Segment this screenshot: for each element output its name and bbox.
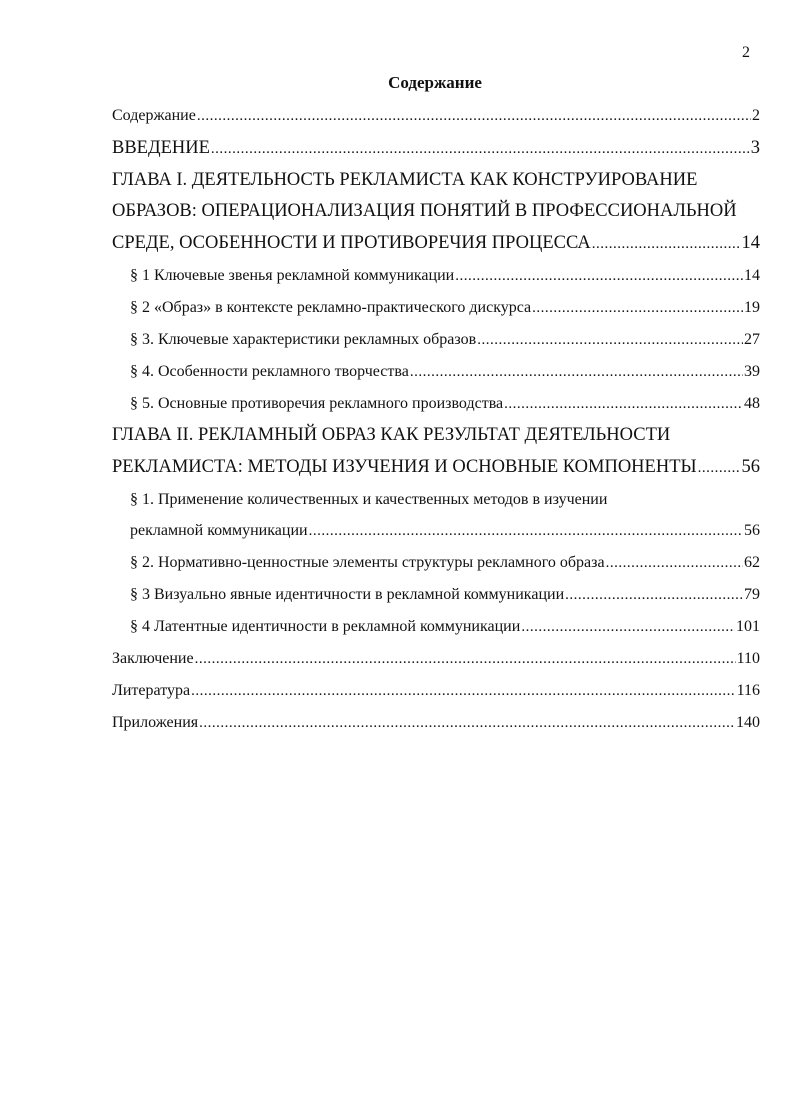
- toc-entry-label: § 3 Визуально явные идентичности в рекламной коммуникации: [130, 586, 565, 603]
- toc-entry-line: ГЛАВА I. ДЕЯТЕЛЬНОСТЬ РЕКЛАМИСТА КАК КОНСТРУИРОВАНИЕ: [112, 170, 698, 190]
- toc-entry-section-1-5[interactable]: [112, 388, 760, 420]
- toc-entry-label: рекламной коммуникации: [130, 522, 308, 539]
- toc-entry-introduction[interactable]: [112, 132, 760, 165]
- dot-leader: [197, 101, 751, 132]
- toc-entry-page: 48: [744, 395, 760, 412]
- dot-leader: [191, 676, 736, 707]
- toc-entry-page: 56: [744, 522, 760, 539]
- toc-entry-label: Литература: [112, 682, 191, 699]
- toc-entry-section-2-2[interactable]: [112, 547, 760, 579]
- toc-entry-label: ВВЕДЕНИЕ: [112, 138, 210, 158]
- dot-leader: [592, 228, 741, 260]
- toc-entry-section-2-3[interactable]: [112, 579, 760, 611]
- toc-entry-page: 110: [736, 650, 760, 667]
- toc-entry-chapter-1[interactable]: [112, 165, 760, 260]
- toc-entry-label: СРЕДЕ, ОСОБЕННОСТИ И ПРОТИВОРЕЧИЯ ПРОЦЕССА: [112, 233, 591, 253]
- toc-entry-chapter-2[interactable]: [112, 420, 760, 484]
- dot-leader: [504, 389, 743, 420]
- dot-leader: [455, 261, 743, 292]
- toc-entry-page: 101: [736, 618, 760, 635]
- dot-leader: [698, 452, 741, 484]
- toc-title: Содержание: [388, 73, 482, 92]
- toc-entry-label: § 1 Ключевые звенья рекламной коммуникации: [130, 267, 455, 284]
- dot-leader: [606, 548, 743, 579]
- toc-entry-section-2-4[interactable]: [112, 611, 760, 643]
- dot-leader: [410, 357, 743, 388]
- toc-entry-label: Содержание: [112, 107, 196, 124]
- dot-leader: [199, 708, 735, 739]
- toc-entry-label: § 3. Ключевые характеристики рекламных образов: [130, 331, 477, 348]
- dot-leader: [521, 612, 735, 643]
- dot-leader: [309, 516, 743, 547]
- toc-entry-label: § 4 Латентные идентичности в рекламной коммуникации: [130, 618, 521, 635]
- toc-entry-label: § 4. Особенности рекламного творчества: [130, 363, 409, 380]
- toc-entry-page: 39: [744, 363, 760, 380]
- toc-entry-section-1-2[interactable]: [112, 292, 760, 324]
- dot-leader: [532, 293, 743, 324]
- toc-entry-label: РЕКЛАМИСТА: МЕТОДЫ ИЗУЧЕНИЯ И ОСНОВНЫЕ КОМПОНЕНТЫ: [112, 457, 697, 477]
- toc-entry-section-1-4[interactable]: [112, 356, 760, 388]
- toc-entry-label: § 5. Основные противоречия рекламного производства: [130, 395, 504, 412]
- dot-leader: [565, 580, 743, 611]
- page-number: 2: [742, 44, 750, 61]
- toc-entry-page: 3: [750, 138, 760, 158]
- toc-entry-label: Заключение: [112, 650, 194, 667]
- toc-entry-appendices[interactable]: [112, 707, 760, 739]
- table-of-contents: [112, 100, 760, 739]
- toc-entry-label: § 2 «Образ» в контексте рекламно-практического дискурса: [130, 299, 532, 316]
- toc-entry-page: 14: [741, 233, 760, 253]
- toc-entry-line: ОБРАЗОВ: ОПЕРАЦИОНАЛИЗАЦИЯ ПОНЯТИЙ В ПРОФЕССИОНАЛЬНОЙ: [112, 201, 737, 221]
- toc-entry-line: ГЛАВА II. РЕКЛАМНЫЙ ОБРАЗ КАК РЕЗУЛЬТАТ ДЕЯТЕЛЬНОСТИ: [112, 425, 671, 445]
- toc-entry-section-2-1[interactable]: [112, 484, 760, 547]
- toc-entry-section-1-1[interactable]: [112, 260, 760, 292]
- toc-entry-conclusion[interactable]: [112, 643, 760, 675]
- toc-entry-page: 2: [752, 107, 760, 124]
- dot-leader: [195, 644, 736, 675]
- toc-entry-page: 14: [744, 267, 760, 284]
- dot-leader: [477, 325, 743, 356]
- toc-entry-page: 140: [736, 714, 760, 731]
- toc-entry-page: 62: [744, 554, 760, 571]
- toc-entry-contents[interactable]: [112, 100, 760, 132]
- toc-entry-line: § 1. Применение количественных и качественных методов в изучении: [130, 491, 608, 508]
- toc-entry-page: 56: [741, 457, 760, 477]
- toc-entry-page: 116: [736, 682, 760, 699]
- toc-entry-page: 19: [744, 299, 760, 316]
- toc-entry-label: § 2. Нормативно-ценностные элементы структуры рекламного образа: [130, 554, 605, 571]
- toc-entry-label: Приложения: [112, 714, 199, 731]
- toc-entry-section-1-3[interactable]: [112, 324, 760, 356]
- toc-entry-literature[interactable]: [112, 675, 760, 707]
- toc-entry-page: 27: [744, 331, 760, 348]
- dot-leader: [211, 133, 750, 165]
- toc-entry-page: 79: [744, 586, 760, 603]
